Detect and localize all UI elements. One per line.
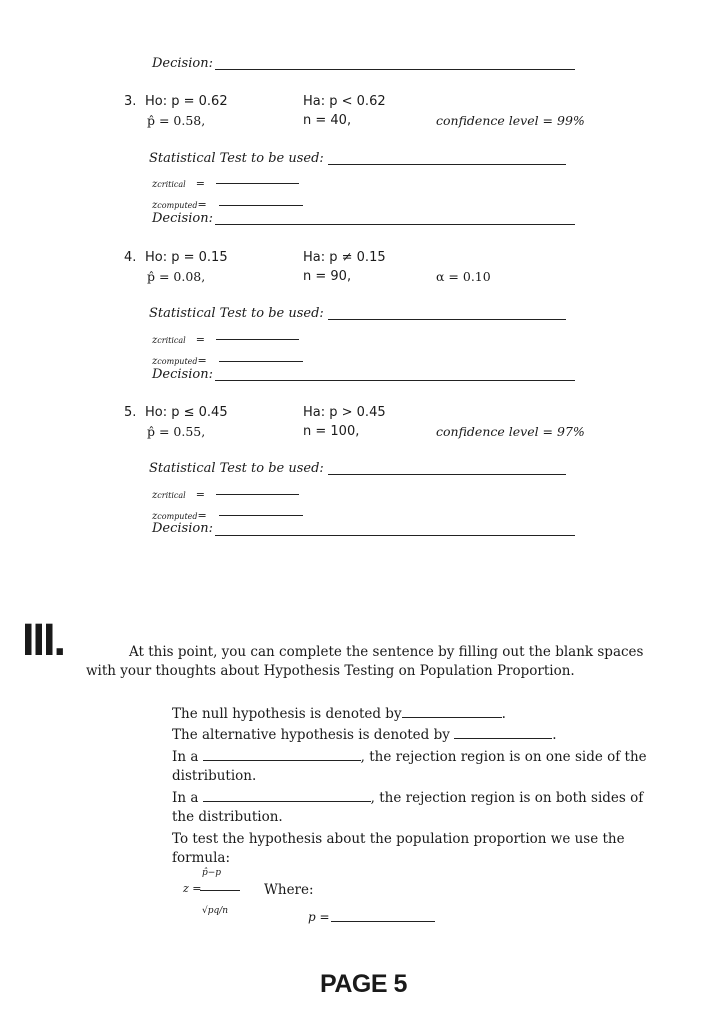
z-computed-blank[interactable] [219,205,303,206]
confidence-level: confidence level = 97% [436,424,585,439]
stat-test-blank[interactable] [328,164,566,165]
sample-size: n = 90, [303,269,352,284]
one-tailed-blank[interactable] [203,748,361,761]
stat-test-label: Statistical Test to be used: [149,151,324,166]
decision-label-top: Decision: [152,56,213,71]
z-computed-label: zcomputed= [152,354,207,367]
sentence-null: The null hypothesis is denoted by . [172,706,506,722]
formula-numerator: p̂−p [202,868,222,878]
confidence-level: confidence level = 99% [436,113,585,128]
sentence-formula: To test the hypothesis about the population proportion we use the formula: [172,831,625,866]
two-tailed-blank[interactable] [203,789,371,802]
z-critical-label: zcritical = [152,177,205,190]
section-numeral: III. [22,614,65,665]
decision-blank[interactable] [215,535,575,536]
null-hypothesis: Ho: p = 0.15 [145,250,228,265]
problem-number: 3. [124,94,137,109]
sample-proportion: p̂ = 0.58, [147,113,206,128]
decision-label: Decision: [152,211,213,226]
z-critical-blank[interactable] [216,339,299,340]
section-intro-line2: with your thoughts about Hypothesis Testing on Population Proportion. [86,663,575,679]
z-computed-blank[interactable] [219,361,303,362]
problem-number: 5. [124,405,137,420]
alternative-hypothesis: Ha: p < 0.62 [303,94,386,109]
decision-label: Decision: [152,521,213,536]
formula-denominator: √pq/n [202,906,229,916]
z-computed-label: zcomputed= [152,198,207,211]
sample-size: n = 40, [303,113,352,128]
sample-proportion: p̂ = 0.08, [147,269,206,284]
alternative-hypothesis: Ha: p ≠ 0.15 [303,250,386,265]
sample-size: n = 100, [303,424,360,439]
stat-test-label: Statistical Test to be used: [149,306,324,321]
alternative-blank[interactable] [454,726,552,739]
page-number: PAGE 5 [320,970,407,998]
sentence-one-tailed: In a , the rejection region is on one side of the distribution. [172,749,647,784]
p-blank[interactable] [331,921,435,922]
z-computed-label: zcomputed= [152,509,207,522]
stat-test-blank[interactable] [328,319,566,320]
sentence-two-tailed: In a , the rejection region is on both sides of the distribution. [172,790,644,825]
z-critical-label: zcritical = [152,333,205,346]
alternative-hypothesis: Ha: p > 0.45 [303,405,386,420]
problem-number: 4. [124,250,137,265]
significance-level: α = 0.10 [436,269,491,284]
formula-z: z = [183,882,202,895]
null-blank[interactable] [402,705,502,718]
stat-test-label: Statistical Test to be used: [149,461,324,476]
stat-test-blank[interactable] [328,474,566,475]
fraction-bar [200,890,240,891]
z-critical-label: zcritical = [152,488,205,501]
null-hypothesis: Ho: p = 0.62 [145,94,228,109]
decision-blank-top[interactable] [215,69,575,70]
sample-proportion: p̂ = 0.55, [147,424,206,439]
p-equals-label: p = [308,910,330,924]
where-label: Where: [264,882,314,898]
decision-blank[interactable] [215,380,575,381]
sentence-alternative: The alternative hypothesis is denoted by . [172,727,557,743]
z-computed-blank[interactable] [219,515,303,516]
decision-label: Decision: [152,367,213,382]
null-hypothesis: Ho: p ≤ 0.45 [145,405,228,420]
z-critical-blank[interactable] [216,183,299,184]
section-intro-line1: At this point, you can complete the sentence by filling out the blank spaces [129,644,644,660]
z-critical-blank[interactable] [216,494,299,495]
decision-blank[interactable] [215,224,575,225]
